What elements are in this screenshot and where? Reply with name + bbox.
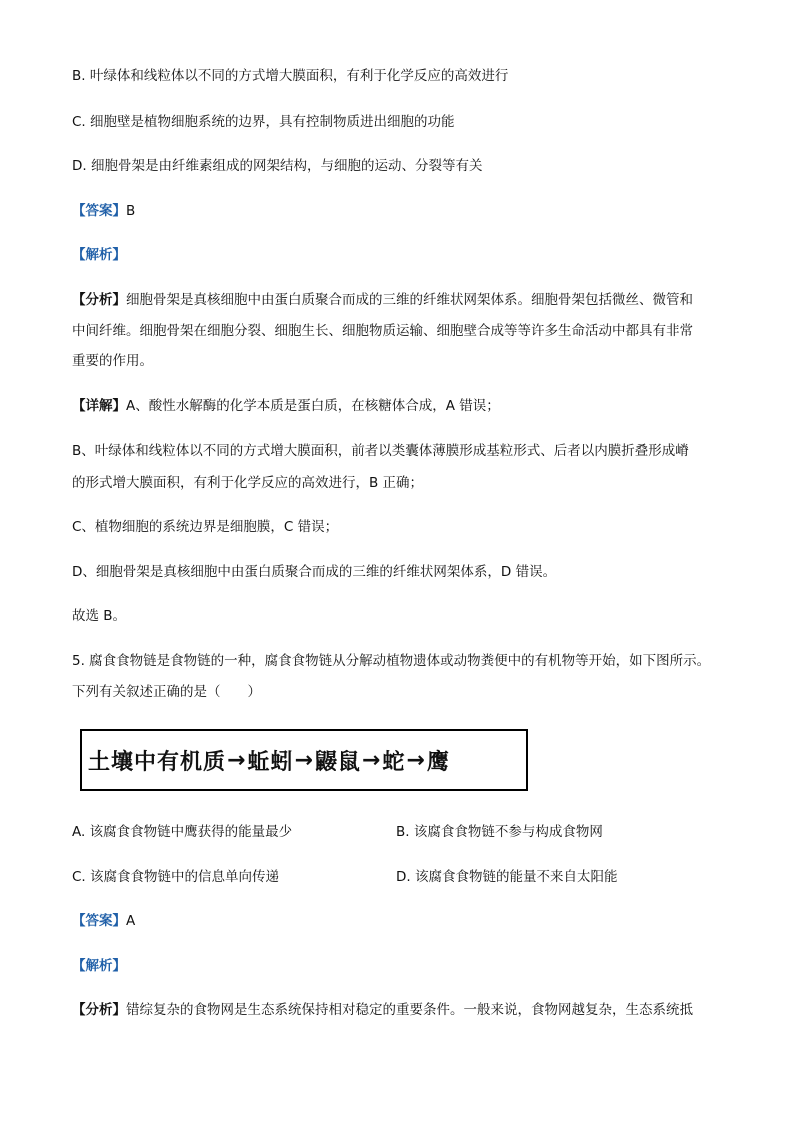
prev-fenxi-line-1 [72, 291, 693, 309]
prev-option-d: D. 细胞骨架是由纤维素组成的网架结构，与细胞的运动、分裂等有关 [72, 158, 483, 174]
prev-option-c: C. 细胞壁是植物细胞系统的边界，具有控制物质进出细胞的功能 [72, 114, 455, 130]
food-chain-diagram [80, 729, 528, 791]
detail-a-text: A、酸性水解酶的化学本质是蛋白质，在核糖体合成，A 错误； [126, 398, 500, 414]
q5-option-c: C. 该腐食食物链中的信息单向传递 [72, 869, 280, 885]
prev-detail-d: D、细胞骨架是真核细胞中由蛋白质聚合而成的三维的纤维状网架体系，D 错误。 [72, 564, 557, 580]
prev-analysis-heading [72, 246, 126, 264]
q5-option-b: B. 该腐食食物链不参与构成食物网 [396, 824, 603, 840]
analysis-tag: 【解析】 [72, 247, 126, 263]
prev-detail-b-line-1: B、叶绿体和线粒体以不同的方式增大膜面积，前者以类囊体薄膜形成基粒形式、后者以内膜折叠形成嵴 [72, 443, 689, 459]
q5-stem-line-1: 5. 腐食食物链是食物链的一种，腐食食物链从分解动植物遗体或动物粪便中的有机物等开始，如下图所示。 [72, 653, 711, 669]
analysis-tag: 【解析】 [72, 958, 126, 974]
prev-detail-a [72, 397, 500, 415]
q5-analysis-heading [72, 957, 126, 975]
q5-option-d: D. 该腐食食物链的能量不来自太阳能 [396, 869, 618, 885]
q5-fenxi-line-1 [72, 1001, 693, 1019]
chain-arrow-icon: → [294, 747, 314, 773]
fenxi-text: 错综复杂的食物网是生态系统保持相对稳定的重要条件。一般来说，食物网越复杂，生态系统抵 [126, 1002, 693, 1018]
chain-node-mole: 鼹鼠 [314, 748, 361, 775]
fenxi-tag: 【分析】 [72, 292, 126, 308]
detail-tag: 【详解】 [72, 398, 126, 414]
q5-stem-line-2: 下列有关叙述正确的是（ ） [72, 684, 261, 700]
answer-tag: 【答案】 [72, 913, 126, 929]
chain-arrow-icon: → [361, 747, 382, 773]
chain-node-snake: 蛇 [382, 748, 406, 775]
prev-fenxi-line-3: 重要的作用。 [72, 353, 153, 369]
fenxi-text: 细胞骨架是真核细胞中由蛋白质聚合而成的三维的纤维状网架体系。细胞骨架包括微丝、微管和 [126, 292, 693, 308]
answer-tag: 【答案】 [72, 203, 126, 219]
prev-option-b: B. 叶绿体和线粒体以不同的方式增大膜面积，有利于化学反应的高效进行 [72, 68, 509, 84]
chain-arrow-icon: → [406, 747, 426, 773]
chain-node-earthworm: 蚯蚓 [247, 748, 294, 775]
prev-conclusion: 故选 B。 [72, 608, 127, 624]
q5-answer [72, 912, 135, 930]
q5-option-a: A. 该腐食食物链中鹰获得的能量最少 [72, 824, 293, 840]
chain-arrow-icon: → [227, 747, 247, 773]
answer-value: A [126, 913, 136, 929]
chain-node-eagle: 鹰 [426, 748, 450, 775]
prev-detail-b-line-2: 的形式增大膜面积，有利于化学反应的高效进行，B 正确； [72, 475, 424, 491]
prev-answer [72, 202, 135, 220]
answer-value: B [126, 203, 136, 219]
prev-detail-c: C、植物细胞的系统边界是细胞膜，C 错误； [72, 519, 339, 535]
prev-fenxi-line-2: 中间纤维。细胞骨架在细胞分裂、细胞生长、细胞物质运输、细胞壁合成等等许多生命活动中都具有非常 [72, 323, 693, 339]
chain-node-organic-matter: 土壤中有机质 [88, 748, 227, 775]
fenxi-tag: 【分析】 [72, 1002, 126, 1018]
